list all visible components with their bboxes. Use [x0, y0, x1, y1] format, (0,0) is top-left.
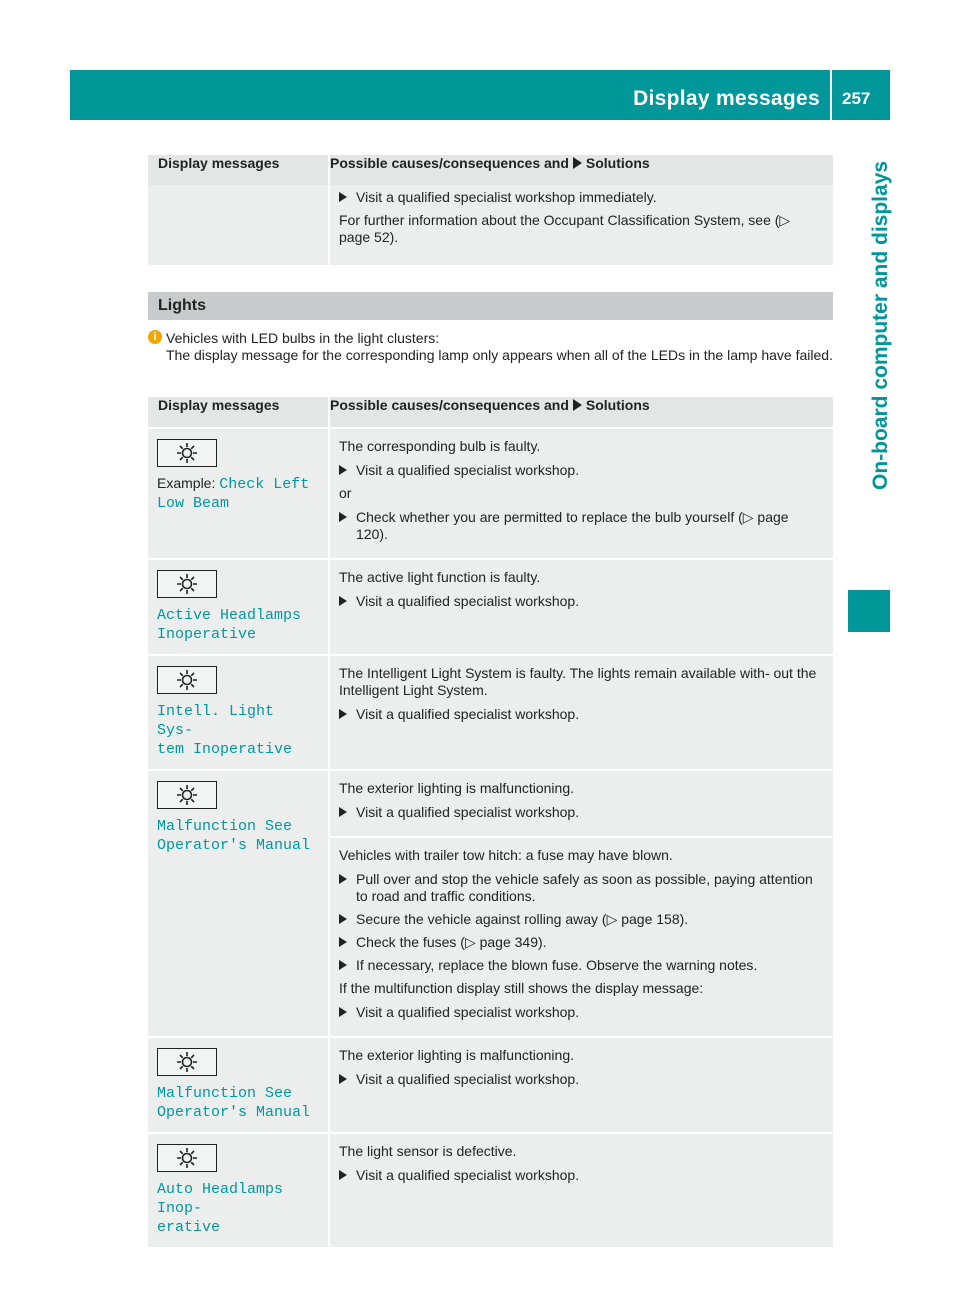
bullet-item: Secure the vehicle against rolling away (▷ page 158). — [339, 911, 823, 928]
bullet-item: If necessary, replace the blown fuse. Observe the warning notes. — [339, 957, 823, 974]
message-cell — [148, 185, 329, 265]
message-cell — [148, 429, 329, 558]
paragraph: The light sensor is defective. — [339, 1143, 517, 1159]
col-solutions-label: Solutions — [585, 155, 650, 171]
table-row — [148, 560, 833, 654]
display-message: Auto Headlamps Inop‐ — [157, 1181, 284, 1217]
lamp-fault-icon — [157, 439, 217, 467]
table-row — [148, 656, 833, 769]
info-note — [148, 330, 838, 364]
lamp-fault-icon — [157, 1144, 217, 1172]
table-row — [148, 1134, 833, 1247]
solution-cell — [329, 1038, 833, 1132]
table-header-row — [148, 155, 833, 185]
side-block — [848, 590, 890, 632]
display-message-cont: Operator's Manual — [157, 837, 311, 854]
message-cell — [148, 1134, 329, 1247]
table-row — [148, 429, 833, 558]
bullet-item: Visit a qualified specialist workshop. — [339, 804, 823, 821]
bullet-item: Check the fuses (▷ page 349). — [339, 934, 823, 951]
paragraph: The active light function is faulty. — [339, 569, 541, 585]
play-arrow-icon — [573, 399, 582, 411]
paragraph: or — [339, 485, 352, 501]
display-message-cont: Low Beam — [157, 495, 230, 512]
message-cell — [148, 1038, 329, 1132]
bullet-item: Visit a qualified specialist workshop. — [339, 706, 823, 723]
display-message-cont: tem Inoperative — [157, 741, 293, 758]
solution-cell — [329, 838, 833, 1036]
paragraph: The Intelligent Light System is faulty. The lights remain available with‐ out the Intelligent Light System. — [339, 665, 817, 698]
paragraph: Vehicles with trailer tow hitch: a fuse may have blown. — [339, 847, 673, 863]
info-icon: i — [148, 330, 162, 344]
lamp-fault-icon — [157, 666, 217, 694]
message-cell — [148, 771, 329, 1036]
bullet-item: Visit a qualified specialist workshop. — [339, 1167, 823, 1184]
paragraph: For further information about the Occupant Classification System, see (▷ page 52). — [339, 212, 791, 245]
solution-cell — [329, 429, 833, 558]
side-tab — [848, 120, 890, 590]
table-occupant — [148, 155, 833, 265]
display-message: Malfunction See — [157, 818, 293, 835]
section-title: Lights — [158, 297, 206, 314]
bullet-item: Visit a qualified specialist workshop. — [339, 1004, 823, 1021]
table-header-row — [148, 397, 833, 427]
header-title: Display messages — [633, 87, 820, 110]
bullet-item: Pull over and stop the vehicle safely as soon as possible, paying attention to road and traffic conditions. — [339, 871, 823, 905]
display-message: Check Left — [219, 476, 310, 493]
bullet-item: Check whether you are permitted to replace the bulb yourself (▷ page 120). — [339, 509, 823, 543]
col-solutions-label: Solutions — [585, 397, 650, 413]
paragraph: The exterior lighting is malfunctioning. — [339, 1047, 575, 1063]
play-arrow-icon — [573, 157, 582, 169]
bullet-item: Visit a qualified specialist workshop. — [339, 462, 823, 479]
bullet-item: Visit a qualified specialist workshop. — [339, 1071, 823, 1088]
col-display-messages: Display messages — [148, 155, 329, 185]
table-row — [148, 185, 833, 265]
col-causes-label: Possible causes/consequences and — [330, 155, 569, 171]
lamp-fault-icon — [157, 781, 217, 809]
solution-cell — [329, 560, 833, 654]
col-causes-label: Possible causes/consequences and — [330, 397, 569, 413]
lamp-fault-icon — [157, 570, 217, 598]
display-message-cont: erative — [157, 1219, 221, 1236]
side-label: On-board computer and displays — [869, 160, 892, 490]
solution-cell — [329, 656, 833, 769]
solution-cell — [329, 1134, 833, 1247]
paragraph: The exterior lighting is malfunctioning. — [339, 780, 575, 796]
col-causes — [329, 397, 833, 427]
paragraph: If the multifunction display still shows the display message: — [339, 980, 704, 996]
info-line-2: The display message for the corresponding lamp only appears when all of the LEDs in the lamp have failed. — [166, 347, 833, 363]
page-header — [70, 70, 890, 120]
section-header — [148, 292, 833, 320]
message-cell — [148, 656, 329, 769]
header-divider — [830, 70, 832, 120]
info-line-1: Vehicles with LED bulbs in the light clusters: — [166, 330, 440, 346]
bullet-item: Visit a qualified specialist workshop. — [339, 593, 823, 610]
example-label: Example: — [157, 475, 216, 491]
lamp-fault-icon — [157, 1048, 217, 1076]
display-message: Malfunction See — [157, 1085, 293, 1102]
table-lights — [148, 397, 833, 1247]
col-display-messages: Display messages — [148, 397, 329, 427]
page-number: 257 — [842, 89, 871, 108]
display-message: Intell. Light Sys‐ — [157, 703, 275, 739]
col-causes — [329, 155, 833, 185]
message-cell — [148, 560, 329, 654]
table-row — [148, 1038, 833, 1132]
table-row — [148, 771, 833, 836]
display-message-cont: Inoperative — [157, 626, 257, 643]
solution-cell — [329, 771, 833, 836]
paragraph: The corresponding bulb is faulty. — [339, 438, 541, 454]
display-message: Active Headlamps — [157, 607, 302, 624]
bullet-item: Visit a qualified specialist workshop immediately. — [339, 189, 823, 206]
solution-cell — [329, 185, 833, 265]
display-message-cont: Operator's Manual — [157, 1104, 311, 1121]
